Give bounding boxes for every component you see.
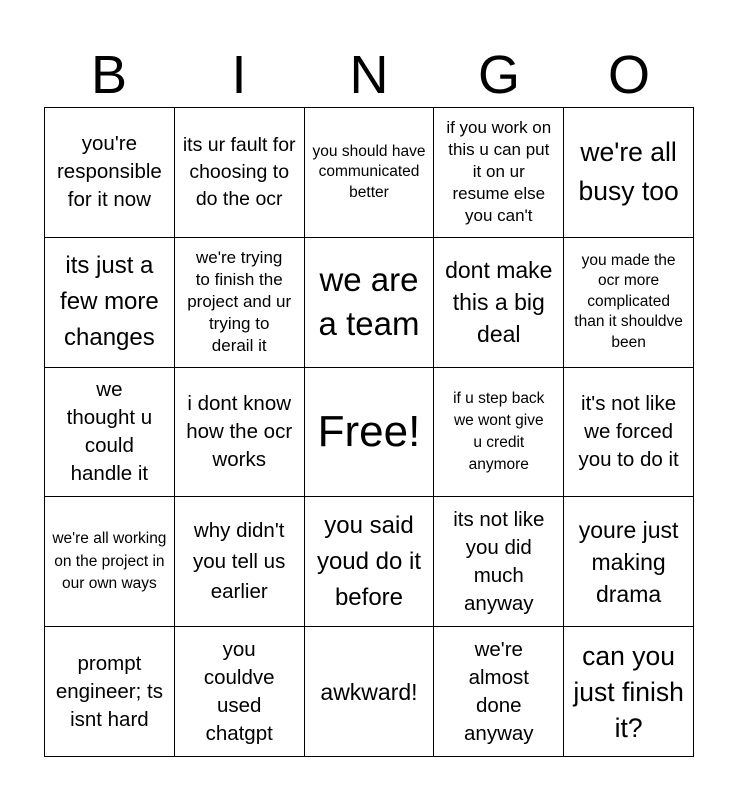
bingo-cell-5-4[interactable] <box>434 627 564 757</box>
bingo-header <box>44 45 694 105</box>
bingo-cell-5-3[interactable] <box>305 627 435 757</box>
cell-text: awkward! <box>320 678 418 705</box>
cell-text: youre just making drama <box>578 516 679 607</box>
bingo-cell-1-2[interactable] <box>175 108 305 238</box>
bingo-cell-1-5[interactable] <box>564 108 694 238</box>
bingo-cell-1-1[interactable] <box>45 108 175 238</box>
cell-text: its not like you did much anyway <box>453 507 545 615</box>
bingo-cell-4-3[interactable] <box>305 497 435 627</box>
bingo-cell-3-5[interactable] <box>564 368 694 498</box>
bingo-grid <box>44 107 694 757</box>
bingo-cell-3-3[interactable] <box>305 368 435 498</box>
bingo-cell-2-1[interactable] <box>45 238 175 368</box>
cell-text: dont make this a big deal <box>445 257 553 348</box>
cell-text: can you just finish it? <box>573 640 684 743</box>
cell-text: you should have communicated better <box>312 142 426 201</box>
cell-text: you couldve used chatgpt <box>203 637 275 745</box>
bingo-cell-2-2[interactable] <box>175 238 305 368</box>
bingo-cell-1-4[interactable] <box>434 108 564 238</box>
bingo-cell-4-2[interactable] <box>175 497 305 627</box>
cell-text: we're all working on the project in our own ways <box>52 530 167 593</box>
bingo-cell-2-5[interactable] <box>564 238 694 368</box>
bingo-cell-2-4[interactable] <box>434 238 564 368</box>
bingo-cell-3-4[interactable] <box>434 368 564 498</box>
header-letter-g: G <box>477 45 520 105</box>
bingo-cell-5-2[interactable] <box>175 627 305 757</box>
header-letter-b: B <box>90 45 128 105</box>
bingo-cell-1-3[interactable] <box>305 108 435 238</box>
cell-text: you said youd do it before <box>316 511 422 611</box>
cell-text: it's not like we forced you to do it <box>578 391 679 471</box>
cell-text: we're all busy too <box>578 137 679 207</box>
header-letter-o: O <box>607 45 650 105</box>
cell-text: its just a few more changes <box>60 252 159 352</box>
cell-text: we're almost done anyway <box>464 637 534 745</box>
cell-text: we thought u could handle it <box>66 377 153 485</box>
bingo-cell-3-1[interactable] <box>45 368 175 498</box>
header-letter-n: N <box>349 45 389 105</box>
bingo-cell-2-3[interactable] <box>305 238 435 368</box>
bingo-cell-5-1[interactable] <box>45 627 175 757</box>
free-space-text: Free! <box>317 406 421 456</box>
cell-text: if you work on this u can put it on ur resume else you can't <box>446 118 552 226</box>
bingo-cell-4-4[interactable] <box>434 497 564 627</box>
cell-text: i dont know how the ocr works <box>186 391 293 471</box>
cell-text: prompt engineer; ts isnt hard <box>55 651 163 731</box>
cell-text: if u step back we wont give u credit anymore <box>453 389 545 473</box>
cell-text: its ur fault for choosing to do the ocr <box>182 133 296 210</box>
header-letter-i: I <box>231 45 247 105</box>
bingo-cell-5-5[interactable] <box>564 627 694 757</box>
bingo-cell-4-1[interactable] <box>45 497 175 627</box>
cell-text: we are a team <box>318 261 420 343</box>
cell-text: why didn't you tell us earlier <box>193 519 286 604</box>
cell-text: you made the ocr more complicated than it shouldve been <box>574 251 683 351</box>
bingo-cell-3-2[interactable] <box>175 368 305 498</box>
cell-text: we're trying to finish the project and ur trying to derail it <box>187 248 292 356</box>
bingo-cell-4-5[interactable] <box>564 497 694 627</box>
cell-text: you're responsible for it now <box>56 132 162 212</box>
